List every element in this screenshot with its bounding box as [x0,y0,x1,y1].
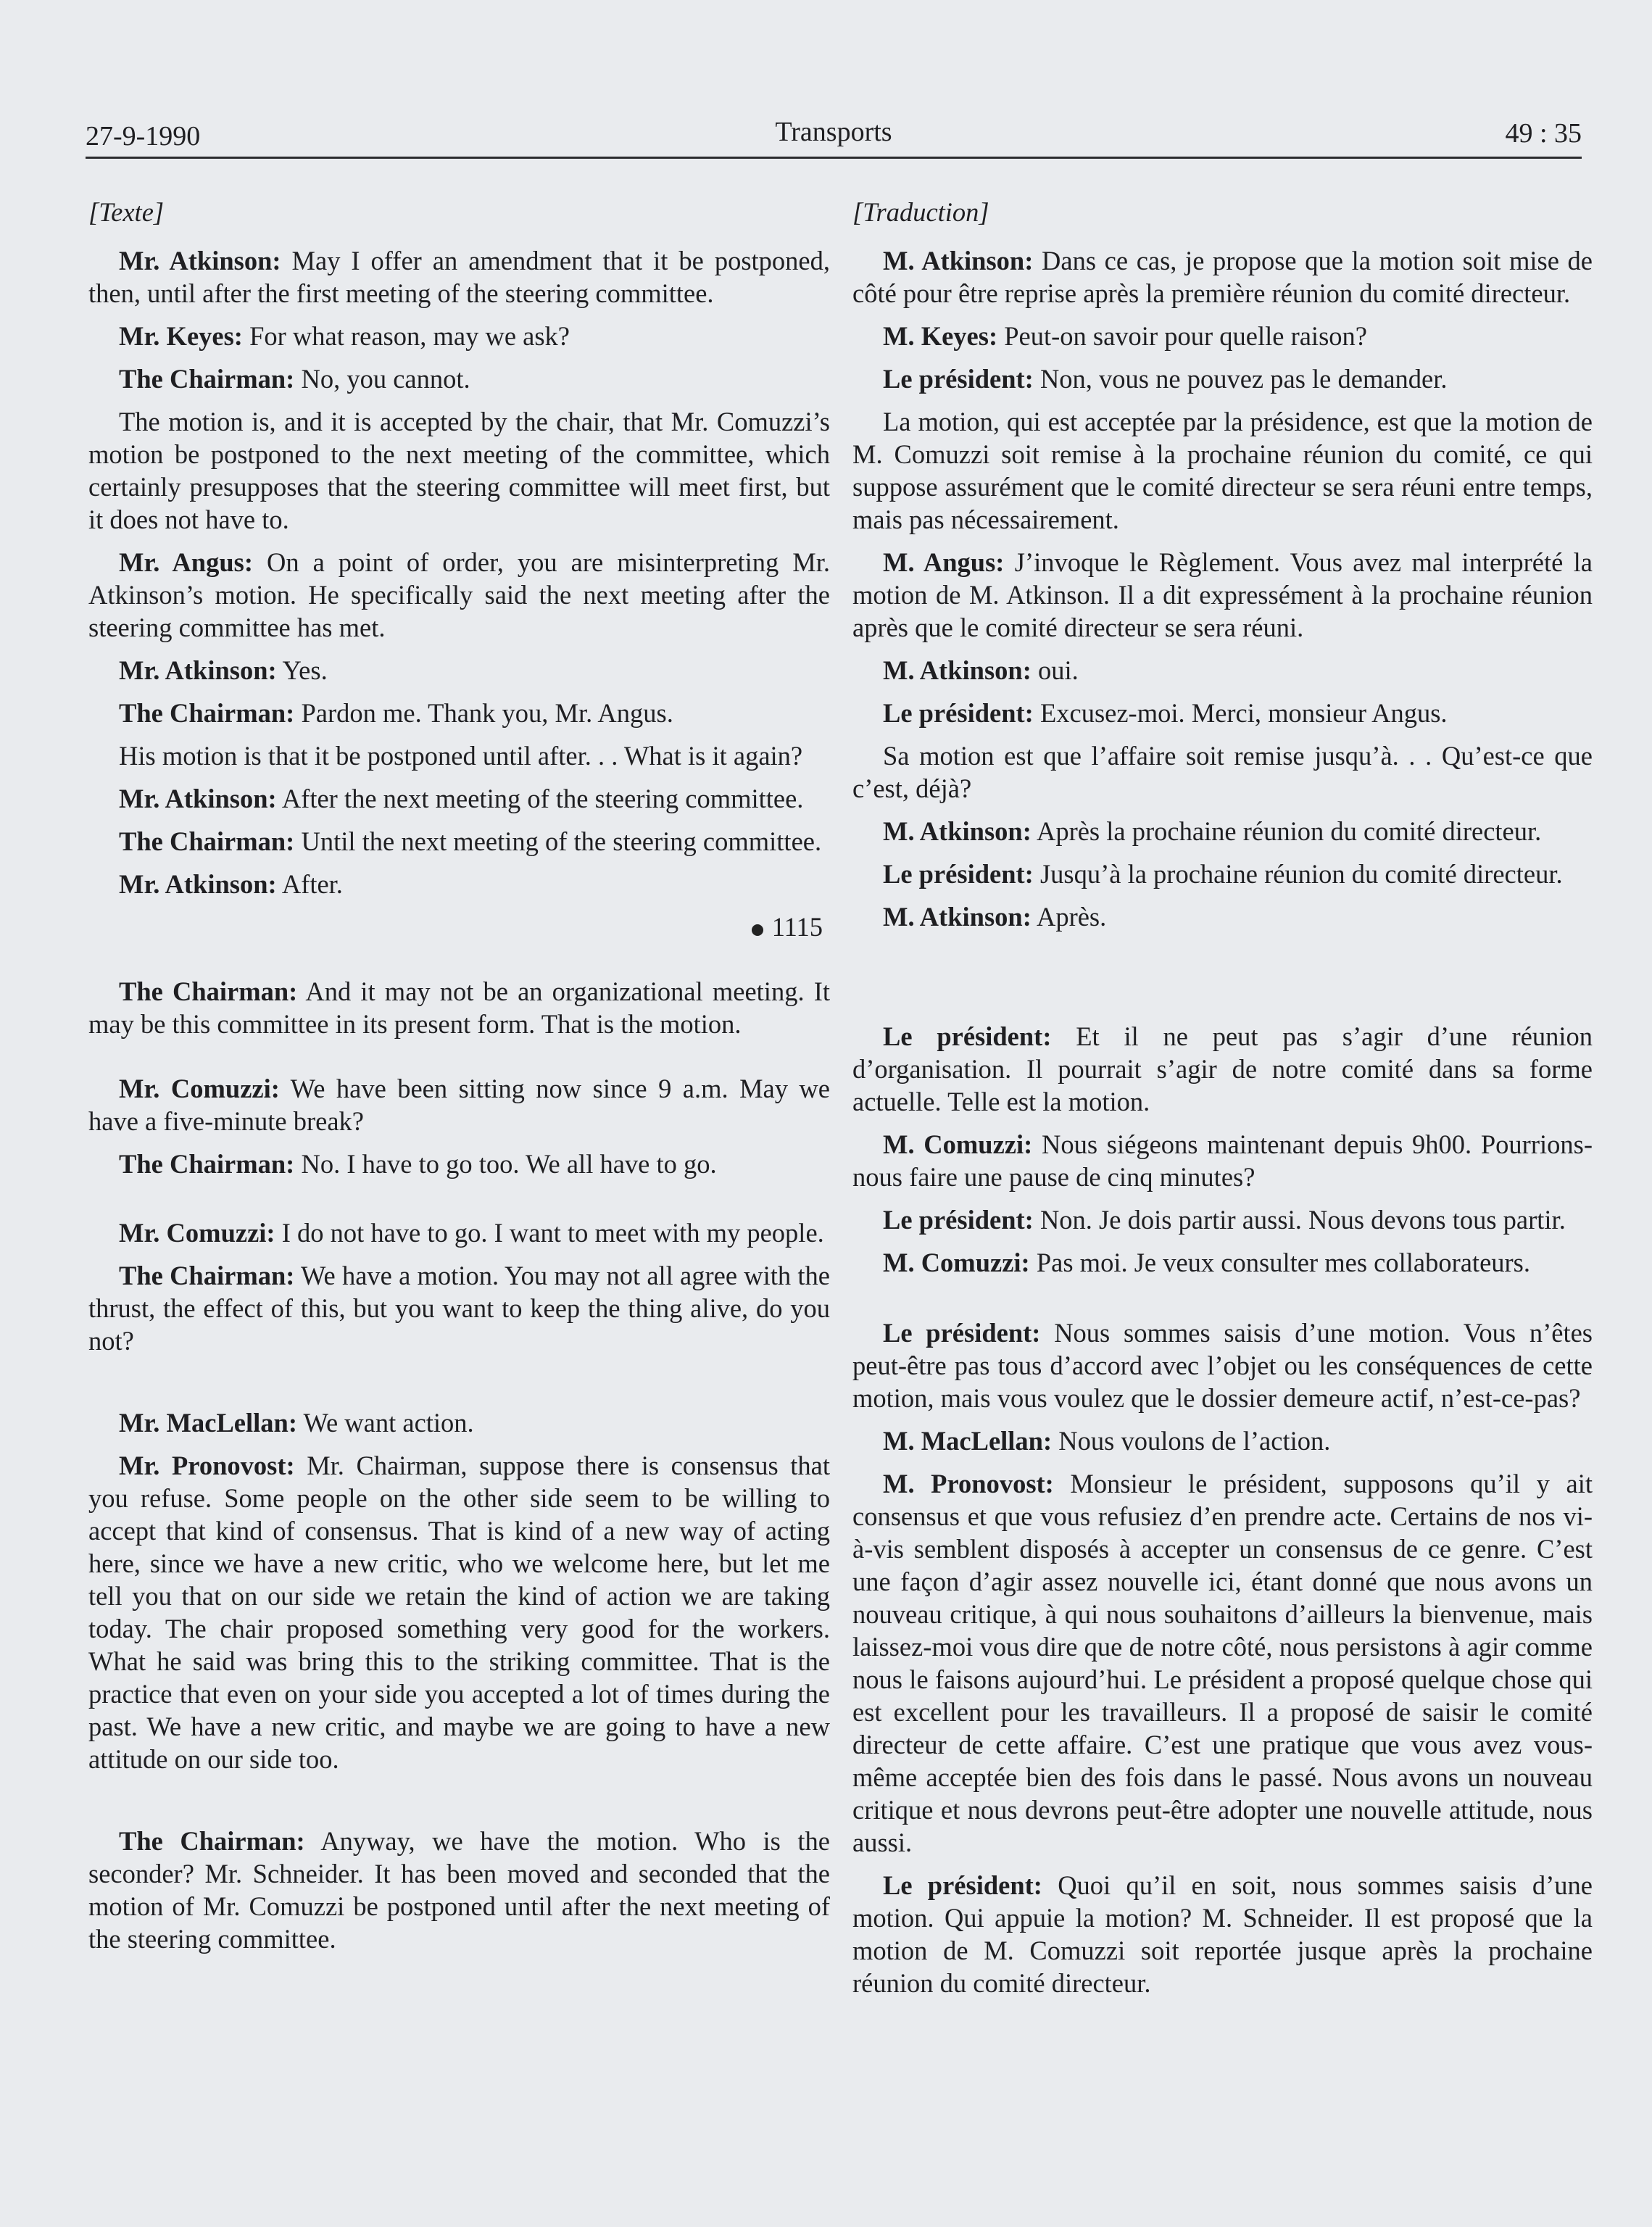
paragraph [88,362,830,395]
speaker: M. Angus: [883,547,1005,577]
paragraph [852,546,1593,644]
paragraph [88,868,830,900]
speech: La motion, qui est acceptée par la présidence, est que la motion de M. Comuzzi soit remise à la prochaine réunion du comité, ce qui suppose assurément que le comité directeur se sera réuni entre temps, mais pas nécessairement. [852,407,1593,534]
paragraph [88,320,830,352]
paragraph [88,1148,830,1180]
paragraph [852,244,1593,310]
paragraph [88,405,830,536]
paragraph [88,739,830,772]
speech: Yes. [276,655,328,685]
paragraph [852,1246,1593,1279]
paragraph [88,1449,830,1775]
speech: His motion is that it be postponed until after. . . What is it again? [119,741,803,771]
speech: For what reason, may we ask? [242,321,570,351]
paragraph [88,1216,830,1249]
speech: May I offer an amendment that it be postponed, then, until after the first meeting of the steering committee. [88,246,830,308]
paragraph [88,244,830,310]
speaker: M. MacLellan: [883,1426,1053,1456]
paragraph [88,1825,830,1955]
speaker: Mr. Keyes: [119,321,243,351]
speech: Pardon me. Thank you, Mr. Angus. [294,698,673,728]
speech: We have been sitting now since 9 a.m. May we have a five-minute break? [88,1074,830,1136]
speech: No. I have to go too. We all have to go. [294,1149,717,1179]
speech: Non. Je dois partir aussi. Nous devons tous partir. [1033,1205,1566,1235]
speaker: Le président: [883,364,1034,394]
speaker: M. Comuzzi: [883,1129,1033,1159]
english-column [88,196,830,1965]
speech: Mr. Chairman, suppose there is consensus that you refuse. Some people on the other side seem to be willing to accept that kind of consensus. That is kind of a new way of acting here, since we have a new critic, who we welcome here, but let me tell you that on our side we retain the kind of action we are taking today. The chair proposed something very good for the workers. What he said was bring this to the striking committee. That is the practice that even on your side you accepted a lot of times during the past. We have a new critic, and maybe we are going to have a new attitude on our side too. [88,1451,830,1774]
speaker: Le président: [883,1318,1041,1348]
speech: Après. [1031,902,1107,932]
speaker: Mr. MacLellan: [119,1408,297,1438]
speech: On a point of order, you are misinterpreting Mr. Atkinson’s motion. He specifically said the next meeting after the steering committee has met. [88,547,830,642]
speaker: Mr. Comuzzi: [119,1074,280,1103]
header-page-number: 49 : 35 [1505,118,1582,149]
paragraph [852,1020,1593,1118]
speaker: M. Comuzzi: [883,1248,1030,1277]
speaker: Mr. Atkinson: [119,869,277,899]
speaker: Le président: [883,1205,1034,1235]
paragraph [852,815,1593,847]
speaker: Le président: [883,1021,1052,1051]
paragraph [852,1128,1593,1193]
speaker: Mr. Angus: [119,547,253,577]
speech: No, you cannot. [294,364,470,394]
time-marker-text: 1115 [771,912,823,942]
speech: Non, vous ne pouvez pas le demander. [1033,364,1448,394]
paragraph [852,362,1593,395]
speaker: M. Pronovost: [883,1469,1054,1498]
speech: Nous sommes saisis d’une motion. Vous n’êtes peut-être pas tous d’accord avec l’objet ou les conséquences de cette motion, mais vous voulez que le dossier demeure actif, n’est-ce-pas? [852,1318,1593,1413]
speech: Nous siégeons maintenant depuis 9h00. Pourrions-nous faire une pause de cinq minutes? [852,1129,1593,1192]
paragraph [852,697,1593,729]
speaker: Le président: [883,859,1034,889]
column-tag: [Traduction] [852,197,989,227]
bullet-icon [752,924,763,936]
paragraph [88,825,830,858]
speaker: Mr. Atkinson: [119,246,281,275]
speech: After the next meeting of the steering committee. [276,784,804,813]
page-header [86,109,1582,159]
paragraph [88,1406,830,1439]
speech: Quoi qu’il en soit, nous sommes saisis d’une motion. Qui appuie la motion? M. Schneider. Il est proposé que la motion de M. Comuzzi soit reportée jusque après la prochaine réunion du comité directeur. [852,1870,1593,1998]
speech: Anyway, we have the motion. Who is the seconder? Mr. Schneider. It has been moved and seconded that the motion of Mr. Comuzzi be postponed until after the next meeting of the steering committee. [88,1826,830,1954]
speaker: The Chairman: [119,826,295,856]
paragraph [852,900,1593,933]
paragraph [852,1869,1593,1999]
speaker: M. Atkinson: [883,655,1032,685]
speech: Monsieur le président, supposons qu’il y ait consensus et que vous refusiez d’en prendre acte. Certains de nos vi-à-vis semblent disposés à accepter un consensus de ce genre. C’est une façon d’agir assez nouvelle ici, étant donné que nous avons un nouveau critique, à qui nous souhaitons d’ailleurs la bienvenue, mais laissez-moi vous dire que de notre côté, nous persistons à agir comme nous le faisons aujourd’hui. Le président a proposé quelque chose qui est excellent pour les travailleurs. Il a proposé de saisir le comité directeur de cette affaire. C’est une pratique que vous avez vous-même acceptée bien des fois dans le passé. Nous avons un nouveau critique et nous devrons peut-être adopter une nouvelle attitude, nous aussi. [852,1469,1593,1857]
paragraph [88,697,830,729]
speaker: The Chairman: [119,698,295,728]
speech: Until the next meeting of the steering committee. [294,826,822,856]
speaker: The Chairman: [119,364,295,394]
speaker: M. Atkinson: [883,816,1032,846]
time-marker [88,911,823,943]
speech: Peut-on savoir pour quelle raison? [997,321,1367,351]
paragraph [852,1316,1593,1414]
paragraph [852,1424,1593,1457]
paragraph [852,739,1593,805]
speech: Dans ce cas, je propose que la motion soit mise de côté pour être reprise après la première réunion du comité directeur. [852,246,1593,308]
speech: I do not have to go. I want to meet with my people. [275,1218,824,1248]
speech: Sa motion est que l’affaire soit remise jusqu’à. . . Qu’est-ce que c’est, déjà? [852,741,1593,803]
paragraph [88,654,830,687]
speech: J’invoque le Règlement. Vous avez mal interprété la motion de M. Atkinson. Il a dit expressément à la prochaine réunion après que le comité directeur se sera réuni. [852,547,1593,642]
header-date: 27-9-1990 [86,121,201,152]
speaker: The Chairman: [119,1826,305,1856]
paragraph [88,1259,830,1357]
paragraph [852,1467,1593,1859]
speaker: Mr. Atkinson: [119,784,277,813]
paragraph [852,1203,1593,1236]
speech: After. [276,869,343,899]
paragraph [852,858,1593,890]
speech: Excusez-moi. Merci, monsieur Angus. [1033,698,1448,728]
speech: And it may not be an organizational meeting. It may be this committee in its present form. That is the motion. [88,976,830,1039]
speech: We want action. [296,1408,474,1438]
paragraph [852,654,1593,687]
paragraph [88,546,830,644]
header-title: Transports [775,117,892,147]
speech: Après la prochaine réunion du comité directeur. [1031,816,1542,846]
speech: Nous voulons de l’action. [1052,1426,1331,1456]
speech: oui. [1031,655,1079,685]
speaker: M. Atkinson: [883,902,1032,932]
speech: Et il ne peut pas s’agir d’une réunion d’organisation. Il pourrait s’agir de notre comité dans sa forme actuelle. Telle est la motion. [852,1021,1593,1116]
paragraph [88,975,830,1040]
speaker: Le président: [883,1870,1042,1900]
paragraph [852,405,1593,536]
speaker: Mr. Comuzzi: [119,1218,275,1248]
speech: Jusqu’à la prochaine réunion du comité directeur. [1033,859,1563,889]
column-tag: [Texte] [88,197,165,227]
french-column [852,196,1593,2010]
speaker: The Chairman: [119,1261,295,1290]
speech: Pas moi. Je veux consulter mes collaborateurs. [1029,1248,1531,1277]
paragraph [88,1072,830,1137]
speaker: Le président: [883,698,1034,728]
speaker: M. Keyes: [883,321,998,351]
speaker: The Chairman: [119,976,298,1006]
speaker: Mr. Atkinson: [119,655,277,685]
paragraph [852,320,1593,352]
speech: We have a motion. You may not all agree with the thrust, the effect of this, but you want to keep the thing alive, do you not? [88,1261,830,1356]
speaker: M. Atkinson: [883,246,1034,275]
speech: The motion is, and it is accepted by the chair, that Mr. Comuzzi’s motion be postponed to the next meeting of the committee, which certainly presupposes that the steering committee will meet first, but it does not have to. [88,407,830,534]
paragraph [88,782,830,815]
speaker: The Chairman: [119,1149,295,1179]
speaker: Mr. Pronovost: [119,1451,295,1480]
